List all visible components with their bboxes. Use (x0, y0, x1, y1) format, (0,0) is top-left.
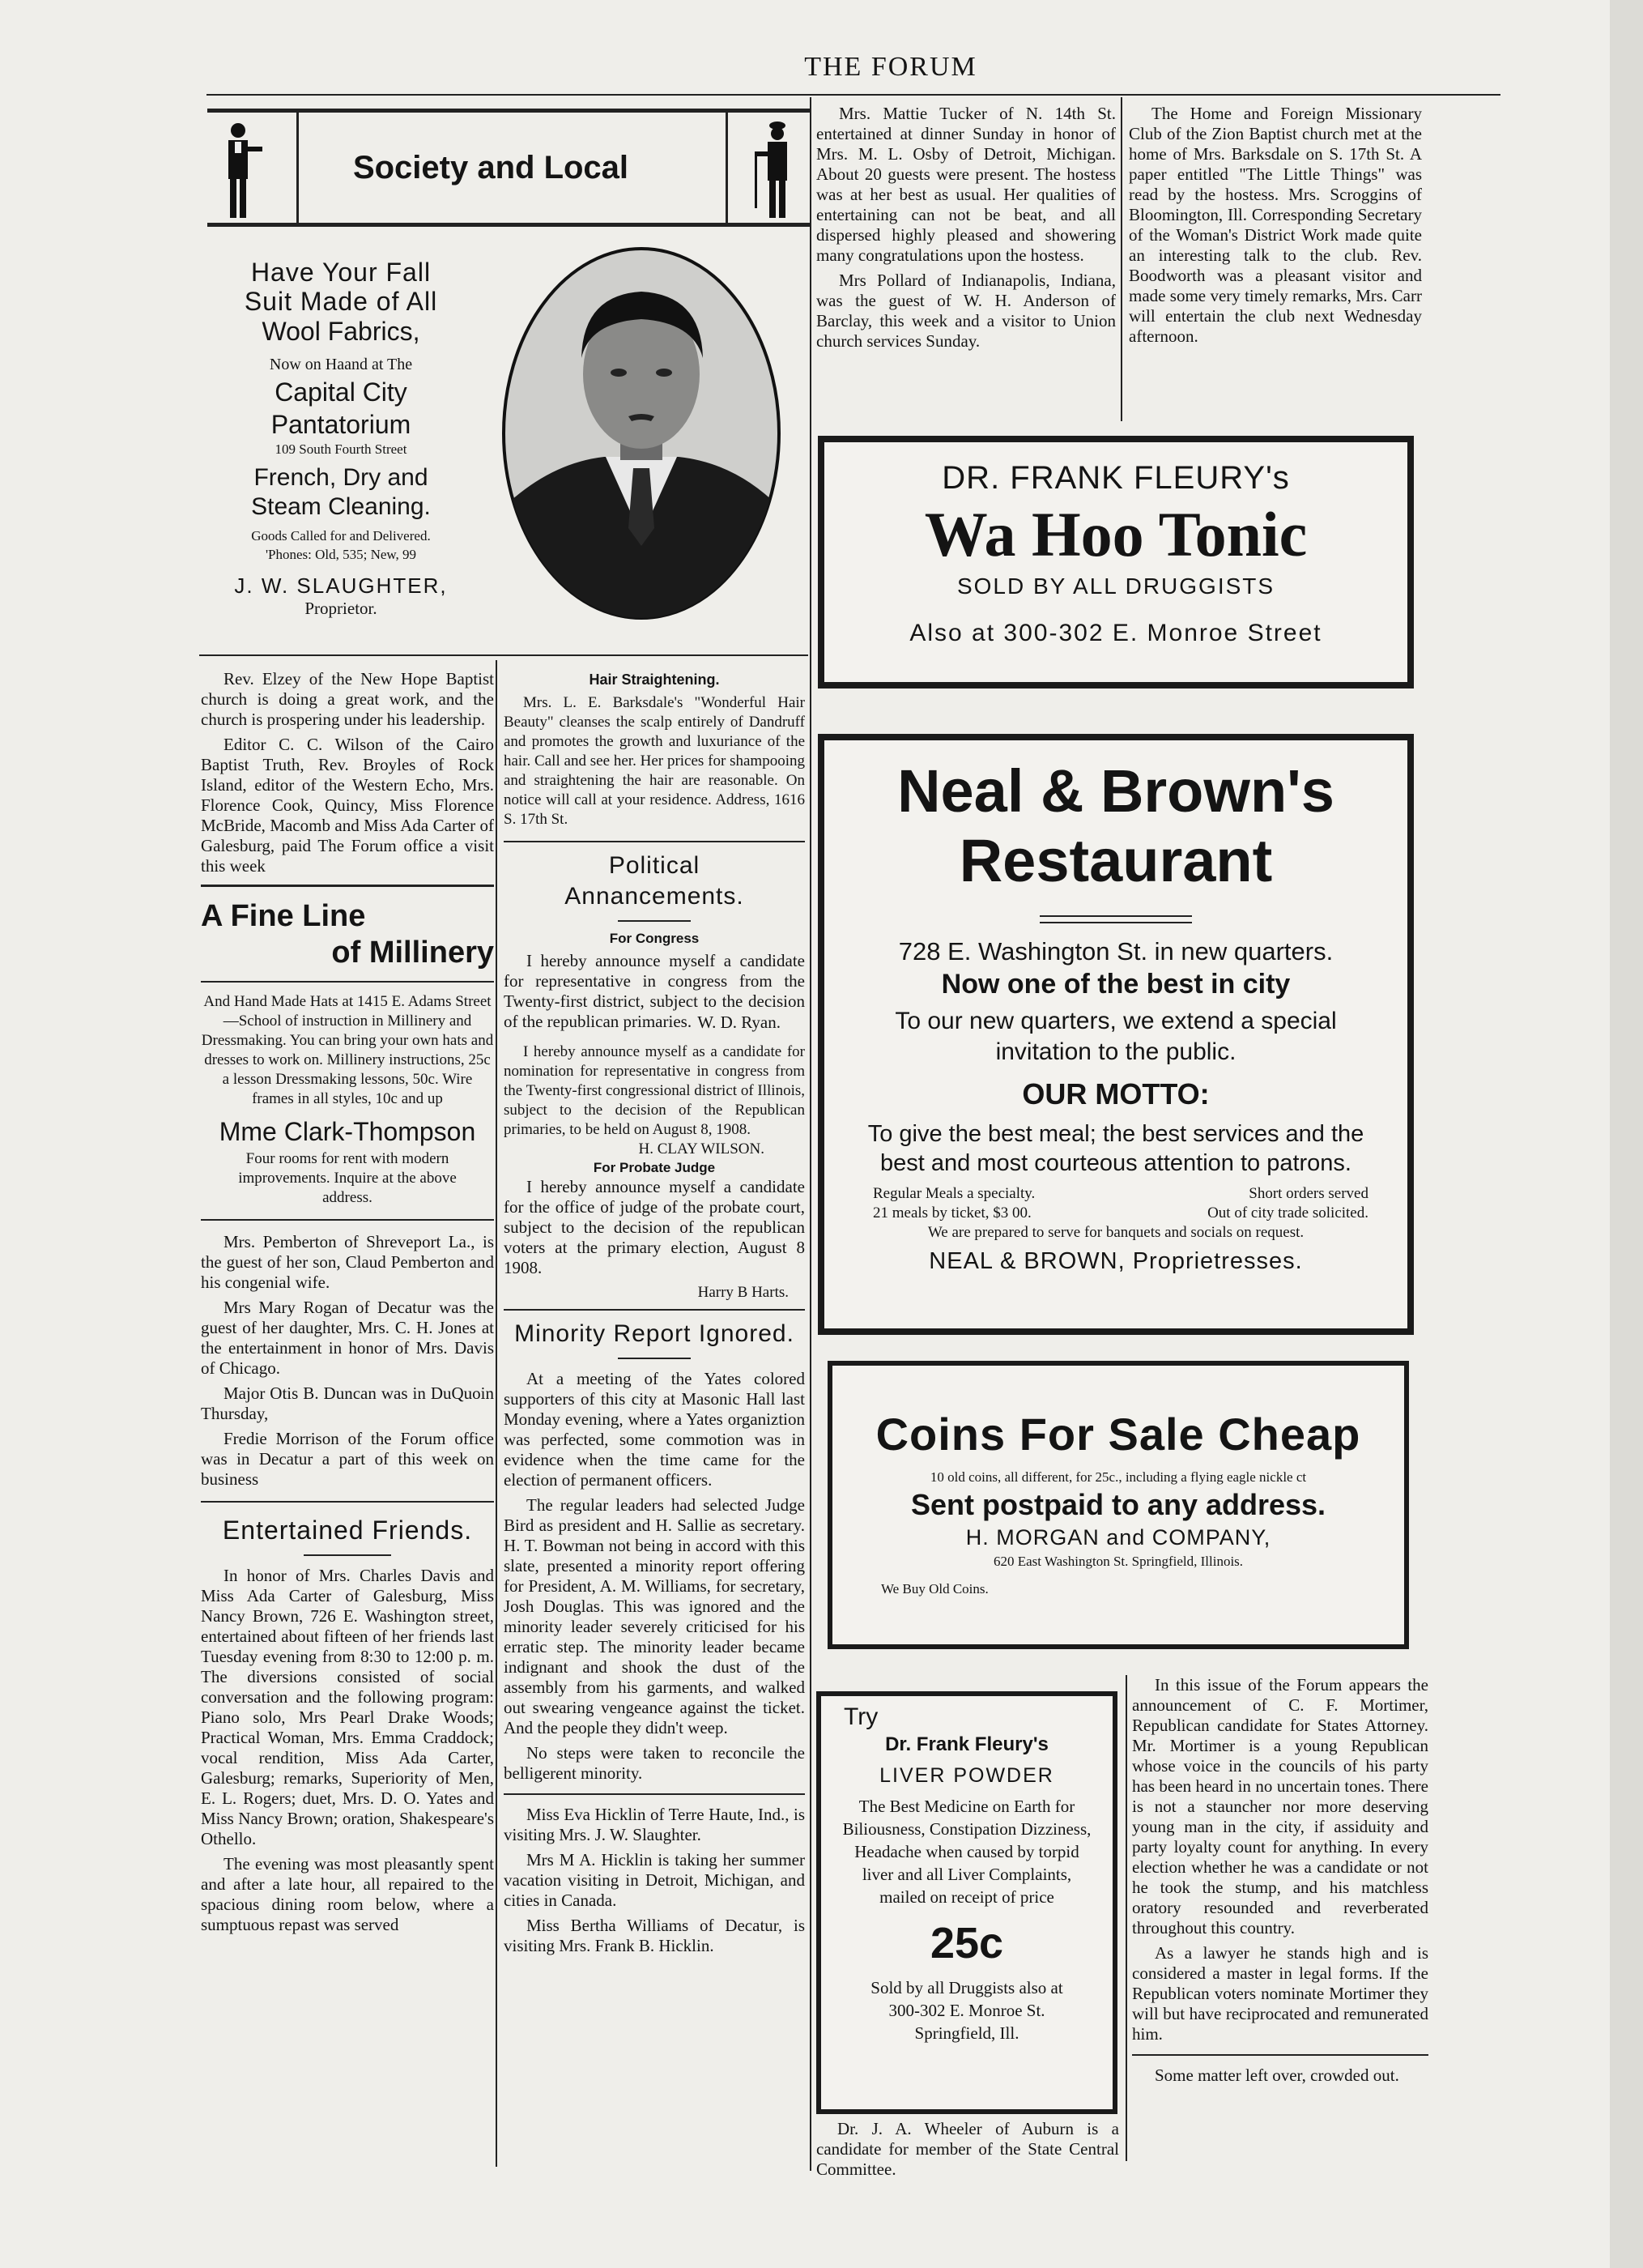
millinery-heading: of Millinery (331, 936, 494, 970)
paragraph: Fredie Morrison of the Forum office was in Decatur a part of this week on business (201, 1429, 494, 1489)
neal-brown-ad (818, 734, 1414, 1335)
ad-line: 109 South Fourth Street (275, 441, 407, 457)
banner-divider-left (296, 113, 299, 223)
column-4-bottom (1132, 1675, 1428, 2091)
paragraph: Some matter left over, crowded out. (1155, 2066, 1399, 2085)
ad-line: Have Your Fall (250, 258, 432, 287)
signature: H. CLAY WILSON. (638, 1140, 764, 1157)
section-rule (201, 1219, 494, 1221)
ad-line: Wool Fabrics, (262, 317, 420, 346)
section-rule (504, 1309, 805, 1311)
ad-line: Sent postpaid to any address. (910, 1488, 1326, 1521)
paragraph: Miss Bertha Williams of Decatur, is visiting Mrs. Frank B. Hicklin. (504, 1916, 805, 1955)
ad-body: Sold by all Druggists also at 300-302 E. Monroe St. Springfield, Ill. (870, 1978, 1063, 2043)
column-3-top (816, 104, 1116, 356)
column-rule (1121, 97, 1122, 421)
paragraph: As a lawyer he stands high and is considered a master in legal forms. If the Republican voters nominate Mortimer they will but have reciprocated and remunerated him. (1132, 1943, 1428, 2044)
ad-line: 'Phones: Old, 535; New, 99 (265, 547, 417, 562)
masthead: THE FORUM (804, 52, 977, 82)
paragraph: Mrs. Mattie Tucker of N. 14th St. entertained at dinner Sunday in honor of Mrs. M. L. Osby of Detroit, Michigan. About 20 guests were present. The hostess was at her best as usual. Her qualities of entertaining can not be beat, and all dispersed highly pleased and showering many congratulations upon the hostess. (816, 104, 1116, 265)
banner-divider-right (726, 113, 728, 223)
section-rule (304, 1554, 392, 1556)
section-rule (199, 654, 808, 656)
ad-line: 21 meals by ticket, $3 00. (873, 1204, 1032, 1221)
ad-line: 620 East Washington St. Springfield, Illinois. (993, 1554, 1244, 1569)
paragraph: Rev. Elzey of the New Hope Baptist church is doing a great work, and the church is prospering under his leadership. (201, 669, 494, 729)
column-1 (201, 669, 494, 1940)
column-4-top (1129, 104, 1422, 352)
masthead-rule (206, 94, 1500, 96)
column-rule (496, 660, 497, 2167)
political-heading: Political Annancements. (564, 852, 744, 910)
ad-proprietor: J. W. SLAUGHTER, (234, 573, 448, 598)
divider (1040, 915, 1191, 917)
paragraph: Mrs. Pemberton of Shreveport La., is the guest of her son, Claud Pemberton and his congenial wife. (201, 1232, 494, 1292)
hair-body: Mrs. L. E. Barksdale's "Wonderful Hair Beauty" cleanses the scalp entirely of Dandruff and promotes the growth and luxuriance of the hair. Call and see her. Her prices for shampooing and straightening the hair are reasonable. On notice will call at your residence. Address, 1616 S. 17th St. (504, 694, 805, 828)
wahoo-tonic-ad (818, 436, 1414, 688)
section-rule (618, 1358, 690, 1359)
ad-line: Now on Haand at The (269, 356, 413, 373)
minority-heading: Minority Report Ignored. (514, 1320, 794, 1347)
gentleman-left-figure (214, 119, 262, 221)
paragraph: Mrs Mary Rogan of Decatur was the guest of her daughter, Mrs. C. H. Jones at the entertainment in honor of Mrs. Davis of Chicago. (201, 1298, 494, 1378)
paragraph: In this issue of the Forum appears the announcement of C. F. Mortimer, Republican candidate for States Attorney. Mr. Mortimer is a young Republican whose voice in the councils of his party has been heard in no uncertain tones. There is not a stauncher nor more deserving young man in the city, if assiduity and party loyalty count for anything. In every election whether he was a candidate or not he took the stump, and his matchless oratory resounded and reverberated throughout this country. (1132, 1675, 1428, 1938)
paragraph: At a meeting of the Yates colored supporters of this city at Masonic Hall last Monday evening, where a Yates organiztion was perfected, some commotion was in evidence when the time came for the election of permanent officers. (504, 1369, 805, 1490)
paragraph: I hereby announce myself a candidate for the office of judge of the probate court, subject to the decision of the republican voters at the primary election, August 8 1908. (504, 1177, 805, 1277)
section-rule (618, 920, 690, 922)
ad-line: Capital City Pantatorium (270, 377, 411, 439)
column-rule (1126, 1675, 1127, 2161)
page-edge (1610, 0, 1643, 2268)
paragraph: Editor C. C. Wilson of the Cairo Baptist Truth, Rev. Broyles of Rock Island, editor of the Western Echo, Mrs. Florence Cook, Quincy, Miss Florence McBride, Macomb and Miss Ada Carter of Galesburg, paid The Forum office a visit this week (201, 735, 494, 876)
probate-heading: For Probate Judge (593, 1160, 716, 1175)
wheeler-notice: Dr. J. A. Wheeler of Auburn is a candidate for member of the State Central Committee. (816, 2119, 1119, 2179)
section-rule (201, 1501, 494, 1503)
paragraph: Miss Eva Hicklin of Terre Haute, Ind., is visiting Mrs. J. W. Slaughter. (504, 1805, 805, 1844)
paragraph: Mrs M A. Hicklin is taking her summer vacation visiting in Detroit, Michigan, and cities in Canada. (504, 1850, 805, 1910)
motto: To give the best meal; the best services and the best and most courteous attention to patrons. (867, 1121, 1364, 1176)
ad-body: The Best Medicine on Earth for Biliousness, Constipation Dizziness, Headache when caused by torpid liver and all Liver Complaints, mailed on receipt of price (842, 1797, 1092, 1907)
section-rule (504, 841, 805, 842)
millinery-name: Mme Clark-Thompson (219, 1117, 476, 1146)
signature: Harry B Harts. (697, 1284, 789, 1301)
ad-line: We Buy Old Coins. (881, 1581, 989, 1597)
ad-line: 728 E. Washington St. in new quarters. (898, 937, 1334, 966)
ad-line: Suit Made of All (244, 287, 438, 316)
ad-line: Now one of the best in city (941, 969, 1291, 1000)
congress-heading: For Congress (609, 931, 700, 946)
column-2 (504, 669, 805, 1961)
ad-line: Goods Called for and Delivered. (251, 528, 431, 544)
millinery-heading: A Fine Line (201, 899, 366, 933)
ad-line: H. MORGAN and COMPANY, (965, 1525, 1271, 1550)
millinery-rooms: Four rooms for rent with modern improvements. Inquire at the above address. (238, 1150, 457, 1206)
paragraph: Major Otis B. Duncan was in DuQuoin Thursday, (201, 1383, 494, 1423)
price: 25c (930, 1919, 1004, 1967)
ad-line: We are prepared to serve for banquets and socials on request. (927, 1224, 1305, 1241)
pantatorium-ad (199, 258, 483, 619)
ad-line: French, Dry and (253, 464, 428, 491)
ad-line: Regular Meals a specialty. (873, 1185, 1036, 1202)
section-rule (504, 1793, 805, 1795)
ad-line: To our new quarters, we extend a special invitation to the public. (895, 1008, 1337, 1065)
paragraph: I hereby announce myself as a candidate for nomination for representative in congress from the Twenty-first congressional district of Illinois, subject to the decision of the Republican primaries, to be held on August 8, 1908. (504, 1043, 805, 1138)
portrait-photo (499, 245, 784, 622)
divider (1040, 922, 1191, 923)
ad-line: LIVER POWDER (879, 1764, 1054, 1787)
section-rule (1132, 2054, 1428, 2056)
column-rule (810, 97, 811, 2171)
ad-line: Steam Cleaning. (251, 493, 431, 520)
paragraph: In honor of Mrs. Charles Davis and Miss Ada Carter of Galesburg, Miss Nancy Brown, 726 E. Washington street, entertained about fifteen of her friends last Tuesday evening from 8:30 to 12:00 p. m. The diversions consisted of social conversation and the following program: Piano solo, Mrs Pearl Drake Woods; Practical Woman, Mrs. Emma Craddock; vocal rendition, Miss Ada Carter, Galesburg; remarks, Superiority of Men, E. L. Rogers; duet, Mrs. D. O. Yates and Miss Nancy Brown; oration, Shakespeare's Othello. (201, 1566, 494, 1848)
ad-line: Dr. Frank Fleury's (885, 1733, 1049, 1755)
paragraph: The regular leaders had selected Judge Bird as president and H. Sallie as secretary. H. T. Bowman not being in accord with this slate, presented a minority report offering for President, A. M. Williams, for secretary, Josh Douglas. This was ignored and the minority leader severely criticised for his erratic step. The minority leader became indignant and shook the dust of the assembly from his garments, and walked out swearing vengeance against the ticket. And the people they didn't weep. (504, 1495, 805, 1737)
ad-line: 10 old coins, all different, for 25c., including a flying eagle nickle ct (930, 1469, 1307, 1485)
ad-line: Also at 300-302 E. Monroe Street (909, 620, 1322, 646)
coins-ad (828, 1361, 1409, 1649)
paragraph: No steps were taken to reconcile the belligerent minority. (504, 1743, 805, 1783)
paragraph: Mrs Pollard of Indianapolis, Indiana, was the guest of W. H. Anderson of Barclay, this week and a visitor to Union church services Sunday. (816, 271, 1116, 351)
ad-line: Out of city trade solicited. (1207, 1204, 1368, 1221)
ad-line: Short orders served (1249, 1185, 1368, 1202)
section-rule (201, 885, 494, 887)
restaurant-title: Restaurant (959, 827, 1273, 894)
paragraph: The evening was most pleasantly spent and after a late hour, all repaired to the spacious dining room below, where a sumptuous repast was served (201, 1854, 494, 1934)
signature: W. D. Ryan. (697, 1013, 781, 1032)
paragraph: The Home and Foreign Missionary Club of the Zion Baptist church met at the home of Mrs. Barksdale on S. 17th St. A paper entitled "The Little Things" was read by the hostess. Mrs. Scroggins of Bloomington, Ill. Corresponding Secretary of the Woman's District Work made quite an interesting talk to the club. Rev. Boodworth was a pleasant visitor and made some very timely remarks, Mrs. Carr will entertain the club next Wednesday afternoon. (1129, 104, 1422, 346)
ad-line: NEAL & BROWN, Proprietresses. (929, 1248, 1303, 1274)
society-banner (207, 109, 811, 227)
paragraph: I hereby announce myself a candidate for representative in congress from the Twenty-first district, subject to the decision of the republican primaries. (504, 951, 805, 1031)
wahoo-title: Wa Hoo Tonic (924, 499, 1308, 569)
gentleman-right-figure (750, 119, 802, 221)
motto-heading: OUR MOTTO: (1022, 1077, 1210, 1111)
ad-line: DR. FRANK FLEURY's (942, 460, 1290, 496)
ad-line: SOLD BY ALL DRUGGISTS (956, 573, 1275, 599)
millinery-body: And Hand Made Hats at 1415 E. Adams Street—School of instruction in Millinery and Dressmaking. You can bring your own hats and dresses to work on. Millinery instructions, 25c a lesson Dressmaking lessons, 50c. Wire frames in all styles, 10c and up (201, 993, 494, 1107)
banner-title: Society and Local (352, 150, 629, 185)
coins-title: Coins For Sale Cheap (875, 1409, 1361, 1460)
liver-powder-ad (816, 1691, 1117, 2114)
hair-heading: Hair Straightening. (589, 671, 720, 688)
restaurant-title: Neal & Brown's (897, 757, 1334, 825)
entertained-heading: Entertained Friends. (222, 1516, 473, 1545)
ad-line: Try (844, 1703, 879, 1730)
ad-line: Proprietor. (304, 599, 377, 618)
section-rule (201, 981, 494, 983)
